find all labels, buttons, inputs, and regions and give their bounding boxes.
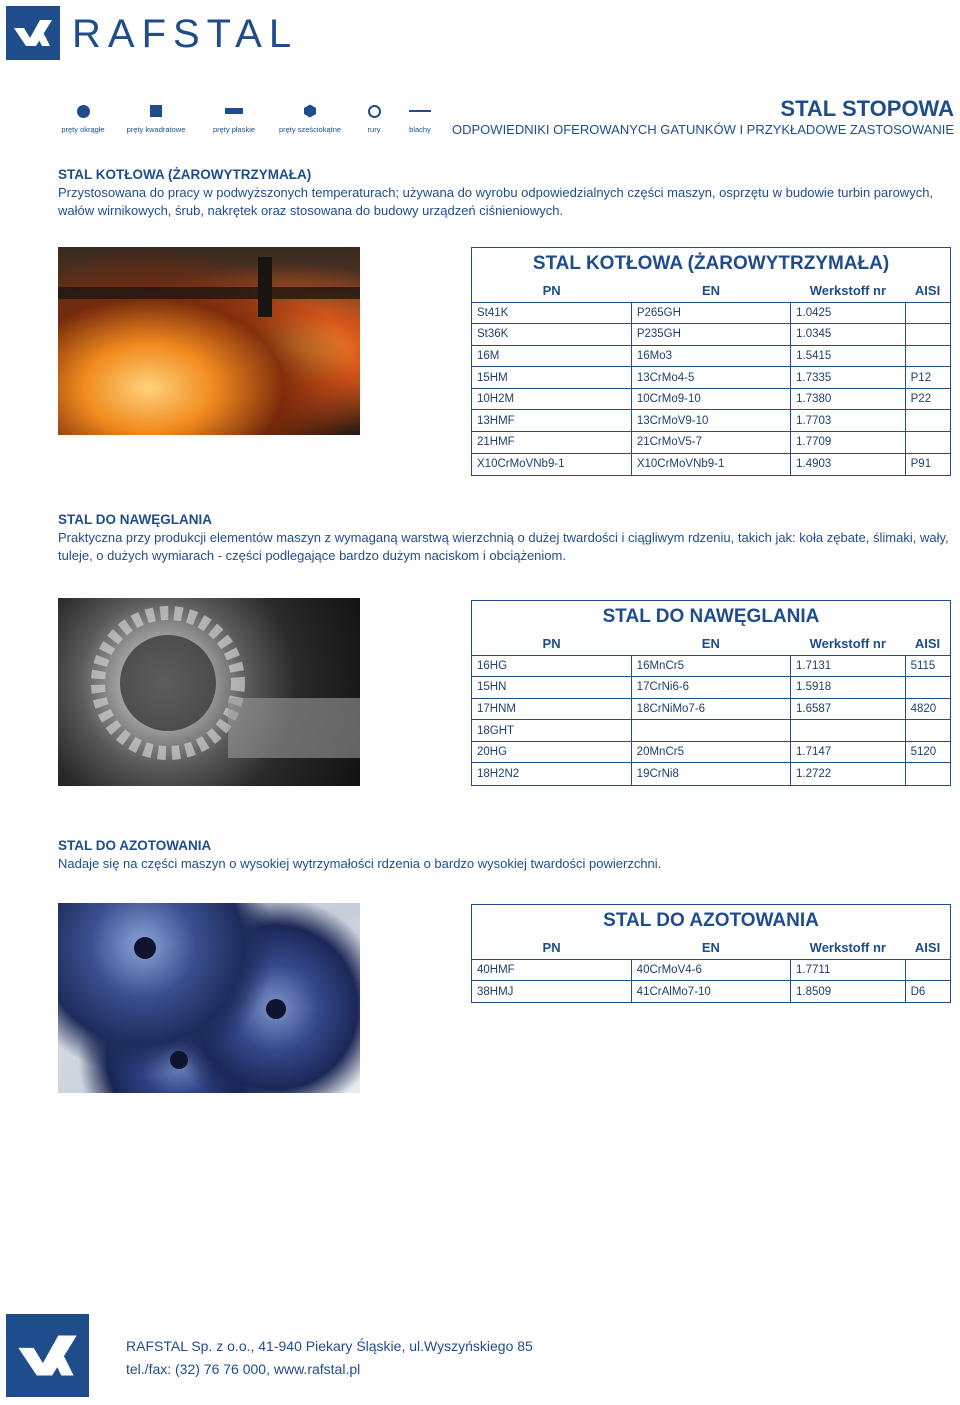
- column-header-werkstoff: Werkstoff nr: [809, 940, 886, 956]
- table-row: [472, 720, 950, 742]
- category-sheets[interactable]: [380, 100, 460, 134]
- cell-en: 17CrNi6-6: [631, 677, 790, 699]
- page-title: STAL STOPOWA: [780, 96, 954, 121]
- photo-gears: [58, 598, 360, 786]
- photo-sprockets: [58, 903, 360, 1093]
- category-label: pręty sześciokątne: [278, 125, 342, 134]
- category-flat-bars[interactable]: [194, 100, 274, 134]
- cell-pn: 18H2N2: [472, 763, 631, 785]
- column-header-en: EN: [701, 636, 720, 652]
- cell-werkstoff: 1.7335: [791, 367, 905, 389]
- section-heading-boiler: STAL KOTŁOWA (ŻAROWYTRZYMAŁA): [58, 167, 312, 182]
- cell-werkstoff: 1.7380: [791, 388, 905, 410]
- column-header-werkstoff: Werkstoff nr: [809, 636, 886, 652]
- cell-en: 16MnCr5: [631, 655, 790, 677]
- cell-werkstoff: 1.5918: [790, 677, 905, 699]
- cell-pn: 15HN: [472, 677, 631, 699]
- cell-pn: 10H2M: [472, 388, 631, 410]
- table-row: [472, 453, 950, 475]
- cell-werkstoff: 1.8509: [791, 981, 906, 1003]
- section-text-nitriding: Nadaje się na części maszyn o wysokiej wytrzymałości rdzenia o bardzo wysokiej twardości powierzchni.: [58, 856, 662, 871]
- cell-werkstoff: 1.7711: [791, 959, 906, 981]
- square-bar-icon: [150, 105, 162, 117]
- cell-werkstoff: 1.0425: [791, 302, 905, 324]
- category-square-bars[interactable]: [116, 100, 196, 134]
- column-header-aisi: AISI: [914, 283, 941, 299]
- column-header-en: EN: [701, 283, 721, 299]
- column-header-werkstoff: Werkstoff nr: [809, 283, 887, 299]
- cell-en: 13CrMoV9-10: [631, 410, 790, 432]
- cell-en: 13CrMo4-5: [631, 367, 790, 389]
- cell-pn: 13HMF: [472, 410, 631, 432]
- cell-aisi: D6: [905, 981, 950, 1003]
- footer-address: RAFSTAL Sp. z o.o., 41-940 Piekary Śląskie, ul.Wyszyńskiego 85: [126, 1338, 533, 1354]
- column-header-pn: PN: [542, 283, 561, 299]
- cell-pn: St41K: [472, 302, 631, 324]
- cell-en: 10CrMo9-10: [631, 388, 790, 410]
- table-row: [472, 324, 950, 346]
- table-row: [472, 655, 950, 677]
- flat-bar-icon: [225, 108, 243, 114]
- cell-aisi: [905, 324, 950, 346]
- footer-contact: tel./fax: (32) 76 76 000, www.rafstal.pl: [126, 1361, 361, 1377]
- table-row: [472, 432, 950, 454]
- section-heading-carburizing: STAL DO NAWĘGLANIA: [58, 512, 212, 527]
- cell-en: 40CrMoV4-6: [631, 959, 790, 981]
- cell-aisi: P12: [905, 367, 950, 389]
- cell-pn: 18GHT: [472, 720, 631, 742]
- cell-pn: 15HM: [472, 367, 631, 389]
- table-title: STAL DO AZOTOWANIA: [603, 910, 819, 931]
- table-row: [472, 302, 950, 324]
- cell-aisi: 5120: [905, 741, 950, 763]
- cell-en: 41CrAlMo7-10: [631, 981, 790, 1003]
- cell-aisi: P91: [905, 453, 950, 475]
- cell-en: 20MnCr5: [631, 741, 790, 763]
- cell-en: P235GH: [631, 324, 790, 346]
- cell-aisi: [905, 432, 950, 454]
- table-title: STAL DO NAWĘGLANIA: [602, 606, 820, 627]
- column-header-en: EN: [701, 940, 720, 956]
- table-boiler-steel: [471, 247, 951, 476]
- cell-aisi: 4820: [905, 698, 950, 720]
- section-heading-nitriding: STAL DO AZOTOWANIA: [58, 838, 212, 853]
- page-subtitle: ODPOWIEDNIKI OFEROWANYCH GATUNKÓW I PRZYKŁADOWE ZASTOSOWANIE: [452, 122, 954, 137]
- cell-pn: X10CrMoVNb9-1: [472, 453, 631, 475]
- cell-aisi: [905, 763, 950, 785]
- table-carburizing-steel: [471, 600, 951, 786]
- cell-werkstoff: [790, 720, 905, 742]
- cell-aisi: [905, 302, 950, 324]
- table-row: [472, 410, 950, 432]
- logo-icon: [6, 6, 60, 60]
- table-row: [472, 388, 950, 410]
- cell-pn: 20HG: [472, 741, 631, 763]
- cell-aisi: [905, 410, 950, 432]
- table-title: STAL KOTŁOWA (ŻAROWYTRZYMAŁA): [532, 253, 890, 274]
- cell-werkstoff: 1.5415: [791, 345, 905, 367]
- cell-pn: 21HMF: [472, 432, 631, 454]
- cell-aisi: [905, 959, 950, 981]
- logo-icon: [6, 1314, 89, 1397]
- cell-en: 16Mo3: [631, 345, 790, 367]
- cell-pn: 17HNM: [472, 698, 631, 720]
- column-header-aisi: AISI: [914, 940, 941, 956]
- category-label: pręty płaskie: [212, 125, 256, 134]
- pipe-icon: [368, 105, 381, 118]
- table-row: [472, 698, 950, 720]
- cell-en: P265GH: [631, 302, 790, 324]
- cell-en: X10CrMoVNb9-1: [631, 453, 790, 475]
- cell-aisi: [905, 720, 950, 742]
- cell-pn: 16M: [472, 345, 631, 367]
- cell-aisi: P22: [905, 388, 950, 410]
- table-row: [472, 959, 950, 981]
- sheet-icon: [409, 110, 431, 112]
- cell-pn: 16HG: [472, 655, 631, 677]
- cell-aisi: [905, 677, 950, 699]
- table-row: [472, 981, 950, 1003]
- cell-werkstoff: 1.0345: [791, 324, 905, 346]
- cell-werkstoff: 1.7147: [790, 741, 905, 763]
- logo-mark: [6, 6, 60, 60]
- table-row: [472, 345, 950, 367]
- table-row: [472, 367, 950, 389]
- cell-aisi: [905, 345, 950, 367]
- cell-en: 19CrNi8: [631, 763, 790, 785]
- cell-werkstoff: 1.4903: [791, 453, 905, 475]
- cell-werkstoff: 1.7703: [791, 410, 905, 432]
- hex-bar-icon: [303, 104, 317, 118]
- cell-werkstoff: 1.6587: [790, 698, 905, 720]
- category-label: pręty okrągłe: [61, 125, 105, 134]
- table-row: [472, 763, 950, 785]
- category-label: blachy: [409, 125, 431, 134]
- column-header-pn: PN: [542, 636, 561, 652]
- round-bar-icon: [77, 105, 90, 118]
- photo-furnace: [58, 247, 360, 435]
- cell-werkstoff: 1.2722: [790, 763, 905, 785]
- cell-en: [631, 720, 790, 742]
- cell-werkstoff: 1.7709: [791, 432, 905, 454]
- column-header-pn: PN: [542, 940, 561, 956]
- footer-logo: [6, 1314, 89, 1397]
- table-row: [472, 741, 950, 763]
- section-text-boiler: Przystosowana do pracy w podwyższonych temperaturach; używana do wyrobu odpowiedzialnych części maszyn, osprzętu w budowie turbin parowych, wałów wirnikowych, śrub, nakrętek oraz stosowana do budowy urządzeń ciśnieniowych.: [58, 185, 934, 218]
- cell-en: 18CrNiMo7-6: [631, 698, 790, 720]
- category-label: pręty kwadratowe: [126, 125, 186, 134]
- table-row: [472, 677, 950, 699]
- section-text-carburizing: Praktyczna przy produkcji elementów maszyn z wymaganą warstwą wierzchnią o dużej twardości i ciągliwym rdzeniu, takich jak: koła zębate, ślimaki, wały, tuleje, o dużych wymiarach - części podlegające bardzo dużym naciskom i obciążeniom.: [58, 530, 949, 563]
- cell-aisi: 5115: [905, 655, 950, 677]
- table-nitriding-steel: [471, 904, 951, 1003]
- cell-pn: St36K: [472, 324, 631, 346]
- cell-werkstoff: 1.7131: [790, 655, 905, 677]
- cell-pn: 38HMJ: [472, 981, 631, 1003]
- category-label: rury: [367, 125, 381, 134]
- cell-en: 21CrMoV5-7: [631, 432, 790, 454]
- category-round-bars[interactable]: [43, 100, 123, 134]
- column-header-aisi: AISI: [914, 636, 941, 652]
- brand-name: RAFSTAL: [72, 12, 299, 56]
- cell-pn: 40HMF: [472, 959, 631, 981]
